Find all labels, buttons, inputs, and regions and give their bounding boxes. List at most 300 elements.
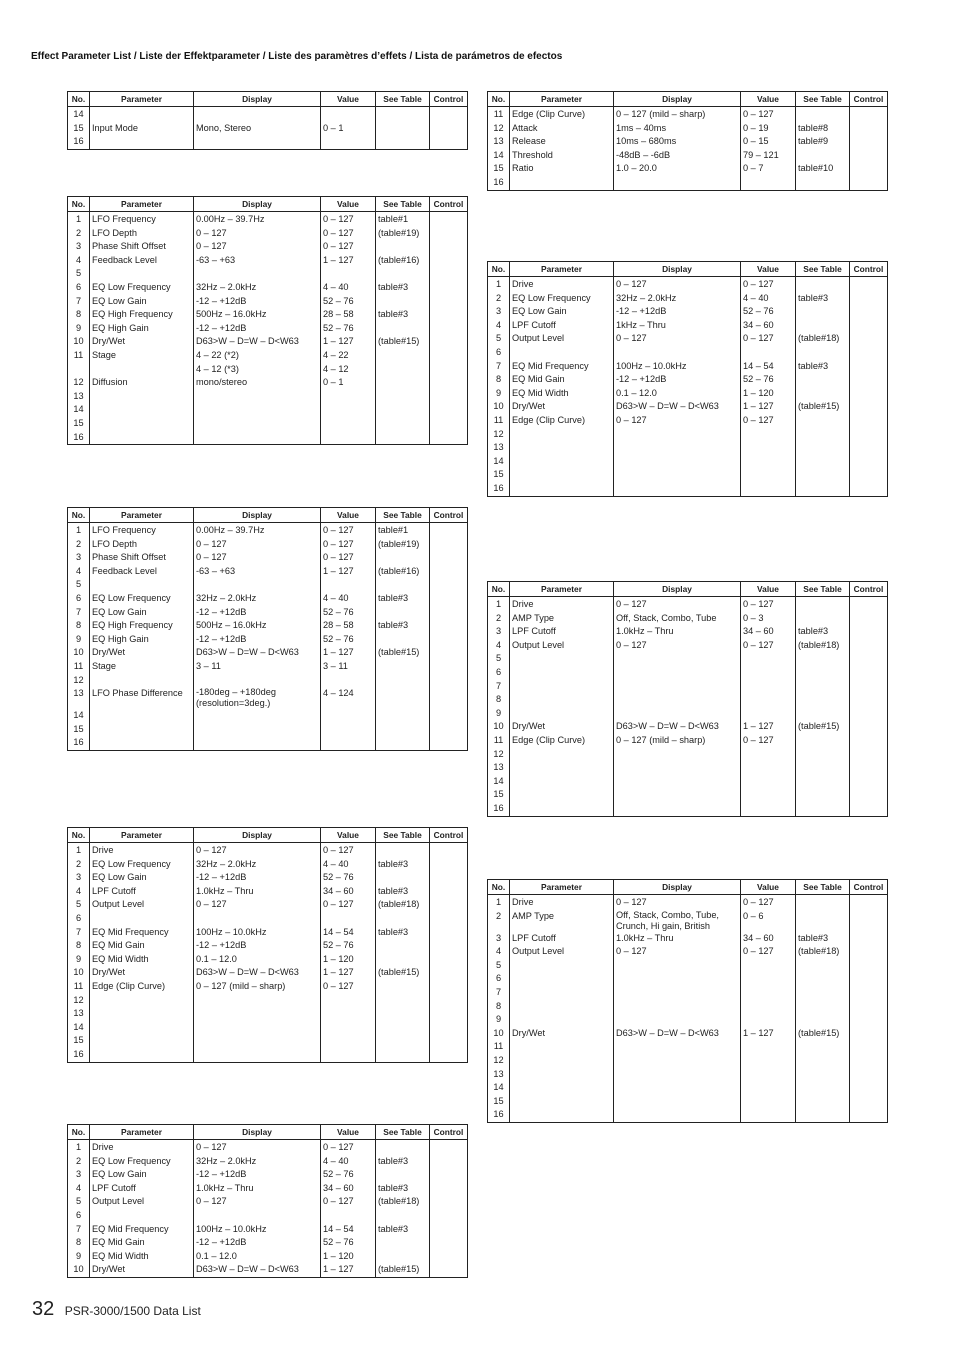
table-row [68, 871, 468, 885]
col-no-cell: 13 [488, 135, 510, 149]
header-col-see-table: See Table [796, 880, 850, 895]
header-col-see-table: See Table [796, 262, 850, 277]
col-no-cell: 16 [68, 135, 90, 149]
col-value-cell [741, 1054, 796, 1068]
col-display-cell: 0 – 127 (mild – sharp) [614, 108, 741, 122]
col-display-cell: Off, Stack, Combo, Tube, Crunch, Hi gain, British [614, 910, 741, 932]
col-value-cell: 34 – 60 [741, 319, 796, 333]
header-col-no: No. [68, 197, 90, 212]
table-row [488, 895, 888, 910]
col-display-cell: -63 – +63 [194, 254, 321, 268]
col-no-cell: 2 [68, 538, 90, 552]
col-value-cell [321, 1209, 376, 1223]
col-see-table-cell [376, 1007, 430, 1021]
col-control-cell [430, 551, 468, 565]
col-see-table-cell [376, 107, 430, 122]
col-parameter-cell: EQ Low Frequency [510, 292, 614, 306]
col-control-cell [850, 932, 888, 946]
header-col-parameter: Parameter [510, 262, 614, 277]
col-see-table-cell [796, 986, 850, 1000]
col-no-cell: 13 [68, 1007, 90, 1021]
table-row [488, 441, 888, 455]
col-see-table-cell [376, 633, 430, 647]
table-row [488, 720, 888, 734]
col-see-table-cell [796, 482, 850, 496]
col-value-cell [321, 674, 376, 688]
col-value-cell [321, 390, 376, 404]
col-display-cell: Off, Stack, Combo, Tube [614, 612, 741, 626]
col-display-cell: -12 – +12dB [194, 1236, 321, 1250]
col-no-cell: 15 [488, 1095, 510, 1109]
col-no-cell: 8 [68, 1236, 90, 1250]
table-row [68, 135, 468, 149]
col-control-cell [430, 295, 468, 309]
col-value-cell: 0 – 1 [321, 122, 376, 136]
col-parameter-cell: EQ Low Frequency [90, 281, 194, 295]
col-see-table-cell [796, 597, 850, 612]
col-value-cell [741, 775, 796, 789]
col-see-table-cell [796, 455, 850, 469]
col-see-table-cell [376, 674, 430, 688]
table-row [488, 414, 888, 428]
col-value-cell [741, 176, 796, 190]
col-parameter-cell: Release [510, 135, 614, 149]
col-parameter-cell: Phase Shift Offset [90, 551, 194, 565]
col-no-cell: 5 [68, 1195, 90, 1209]
col-display-cell [614, 176, 741, 190]
col-no-cell: 8 [68, 619, 90, 633]
col-control-cell [850, 775, 888, 789]
col-no-cell: 4 [488, 639, 510, 653]
col-parameter-cell: Edge (Clip Curve) [510, 734, 614, 748]
col-see-table-cell [376, 363, 430, 377]
col-value-cell [321, 1007, 376, 1021]
header-row [68, 1125, 468, 1140]
col-no-cell: 7 [68, 606, 90, 620]
col-display-cell: D63>W – D=W – D<W63 [194, 646, 321, 660]
header-col-display: Display [614, 880, 741, 895]
header-col-see-table: See Table [376, 92, 430, 107]
col-see-table-cell [796, 468, 850, 482]
col-see-table-cell: (table#18) [376, 1195, 430, 1209]
col-display-cell: 32Hz – 2.0kHz [194, 592, 321, 606]
table-row [68, 1209, 468, 1223]
table-row [488, 319, 888, 333]
col-no-cell: 14 [68, 107, 90, 122]
col-control-cell [850, 748, 888, 762]
col-value-cell: 0 – 127 [741, 895, 796, 910]
col-control-cell [850, 387, 888, 401]
col-display-cell: D63>W – D=W – D<W63 [194, 335, 321, 349]
table-row [68, 212, 468, 227]
header-col-parameter: Parameter [90, 508, 194, 523]
col-control-cell [430, 633, 468, 647]
col-control-cell [850, 1068, 888, 1082]
col-parameter-cell: Ratio [510, 162, 614, 176]
col-display-cell [194, 1021, 321, 1035]
col-parameter-cell: EQ Low Frequency [90, 592, 194, 606]
col-see-table-cell [796, 788, 850, 802]
table-row [68, 122, 468, 136]
col-no-cell: 13 [68, 687, 90, 709]
col-see-table-cell [796, 680, 850, 694]
col-display-cell [194, 417, 321, 431]
col-control-cell [850, 373, 888, 387]
col-see-table-cell [796, 1081, 850, 1095]
col-value-cell: 4 – 40 [321, 858, 376, 872]
col-control-cell [430, 858, 468, 872]
col-control-cell [850, 122, 888, 136]
table-row [488, 176, 888, 190]
header-col-see-table: See Table [796, 92, 850, 107]
col-value-cell: 0 – 127 [321, 898, 376, 912]
col-see-table-cell [796, 895, 850, 910]
col-see-table-cell [796, 707, 850, 721]
col-parameter-cell: Edge (Clip Curve) [510, 414, 614, 428]
col-display-cell [194, 390, 321, 404]
col-value-cell: 0 – 127 [321, 212, 376, 227]
col-value-cell [321, 417, 376, 431]
table-row [488, 1081, 888, 1095]
header-col-see-table: See Table [376, 508, 430, 523]
col-no-cell: 16 [488, 1108, 510, 1122]
col-parameter-cell [510, 666, 614, 680]
table-row [488, 693, 888, 707]
col-no-cell: 3 [488, 625, 510, 639]
col-see-table-cell: table#9 [796, 135, 850, 149]
table-row [68, 646, 468, 660]
col-display-cell [614, 788, 741, 802]
col-value-cell [741, 761, 796, 775]
col-value-cell [321, 994, 376, 1008]
col-parameter-cell: Edge (Clip Curve) [510, 108, 614, 122]
table-row [488, 707, 888, 721]
col-value-cell: 28 – 58 [321, 308, 376, 322]
col-control-cell [430, 212, 468, 227]
table-row [68, 619, 468, 633]
col-parameter-cell: Edge (Clip Curve) [90, 980, 194, 994]
col-display-cell: 0 – 127 [194, 1195, 321, 1209]
table-row [488, 135, 888, 149]
col-control-cell [430, 403, 468, 417]
col-control-cell [850, 720, 888, 734]
header-col-value: Value [741, 880, 796, 895]
col-value-cell: 1 – 120 [321, 953, 376, 967]
col-value-cell: 1 – 127 [321, 966, 376, 980]
col-control-cell [850, 468, 888, 482]
col-value-cell [321, 578, 376, 592]
col-no-cell: 5 [68, 267, 90, 281]
table-row [68, 390, 468, 404]
col-see-table-cell: table#10 [796, 162, 850, 176]
col-display-cell [614, 775, 741, 789]
col-display-cell: 1.0kHz – Thru [194, 1182, 321, 1196]
col-no-cell: 14 [488, 149, 510, 163]
col-see-table-cell [796, 1040, 850, 1054]
col-value-cell [741, 680, 796, 694]
col-display-cell: 4 – 22 (*2) [194, 349, 321, 363]
table-row [68, 660, 468, 674]
col-control-cell [430, 227, 468, 241]
col-see-table-cell: (table#15) [796, 1027, 850, 1041]
col-control-cell [430, 390, 468, 404]
col-control-cell [430, 349, 468, 363]
col-parameter-cell: Stage [90, 660, 194, 674]
col-parameter-cell: LPF Cutoff [510, 932, 614, 946]
col-no-cell: 11 [488, 1040, 510, 1054]
col-see-table-cell: (table#16) [376, 254, 430, 268]
col-no-cell: 4 [488, 945, 510, 959]
table-row [488, 305, 888, 319]
col-parameter-cell: Attack [510, 122, 614, 136]
col-value-cell [741, 748, 796, 762]
col-value-cell: 1 – 127 [741, 1027, 796, 1041]
col-no-cell: 8 [68, 308, 90, 322]
col-control-cell [850, 414, 888, 428]
table-row [68, 308, 468, 322]
table-row [488, 400, 888, 414]
header-col-control: Control [850, 582, 888, 597]
col-control-cell [430, 1223, 468, 1237]
table-row [68, 267, 468, 281]
col-no-cell [68, 363, 90, 377]
col-value-cell [741, 788, 796, 802]
col-value-cell [321, 403, 376, 417]
col-parameter-cell: EQ Low Gain [90, 1168, 194, 1182]
col-display-cell: 0 – 127 [194, 898, 321, 912]
col-value-cell: 0 – 127 [741, 597, 796, 612]
col-see-table-cell [376, 980, 430, 994]
col-value-cell: 1 – 127 [321, 646, 376, 660]
col-display-cell [194, 1034, 321, 1048]
col-see-table-cell: table#3 [376, 926, 430, 940]
col-parameter-cell [510, 455, 614, 469]
col-no-cell: 9 [68, 1250, 90, 1264]
col-parameter-cell: Drive [90, 1140, 194, 1155]
col-see-table-cell [796, 1068, 850, 1082]
col-value-cell [741, 1068, 796, 1082]
param-table-8 [487, 581, 888, 817]
col-display-cell [614, 959, 741, 973]
table-row [488, 972, 888, 986]
header-col-control: Control [850, 92, 888, 107]
col-value-cell: 0 – 127 [741, 639, 796, 653]
col-see-table-cell: (table#15) [376, 966, 430, 980]
col-no-cell: 1 [488, 597, 510, 612]
col-no-cell: 3 [68, 551, 90, 565]
col-see-table-cell [376, 135, 430, 149]
header-col-no: No. [68, 1125, 90, 1140]
col-display-cell [194, 912, 321, 926]
col-display-cell: 32Hz – 2.0kHz [194, 1155, 321, 1169]
col-display-cell: 1kHz – Thru [614, 319, 741, 333]
col-value-cell [321, 1021, 376, 1035]
col-see-table-cell [796, 761, 850, 775]
col-display-cell: 0.1 – 12.0 [614, 387, 741, 401]
col-see-table-cell: (table#15) [376, 1263, 430, 1277]
col-value-cell: 4 – 40 [321, 281, 376, 295]
col-no-cell: 16 [68, 736, 90, 750]
col-see-table-cell: table#3 [376, 308, 430, 322]
col-control-cell [850, 277, 888, 292]
col-see-table-cell: table#3 [376, 1223, 430, 1237]
col-display-cell: 32Hz – 2.0kHz [614, 292, 741, 306]
col-control-cell [850, 972, 888, 986]
col-value-cell: 0 – 127 [321, 240, 376, 254]
col-parameter-cell [510, 1068, 614, 1082]
col-see-table-cell: table#3 [376, 281, 430, 295]
col-see-table-cell [796, 748, 850, 762]
col-value-cell: 0 – 7 [741, 162, 796, 176]
col-control-cell [850, 986, 888, 1000]
col-display-cell [194, 107, 321, 122]
table-row [488, 788, 888, 802]
table-row [488, 162, 888, 176]
table-row [488, 1000, 888, 1014]
table-row [68, 1168, 468, 1182]
col-no-cell: 6 [68, 281, 90, 295]
col-parameter-cell: LPF Cutoff [90, 885, 194, 899]
col-no-cell: 13 [488, 761, 510, 775]
col-no-cell: 3 [68, 871, 90, 885]
col-parameter-cell: Drive [510, 597, 614, 612]
col-no-cell: 9 [488, 387, 510, 401]
col-no-cell: 5 [68, 578, 90, 592]
col-display-cell: 100Hz – 10.0kHz [194, 926, 321, 940]
col-value-cell: 4 – 12 [321, 363, 376, 377]
header-col-value: Value [321, 828, 376, 843]
col-display-cell [614, 680, 741, 694]
col-see-table-cell [376, 376, 430, 390]
header-col-no: No. [488, 92, 510, 107]
col-value-cell [321, 912, 376, 926]
param-table-3 [67, 507, 468, 751]
col-see-table-cell [796, 1054, 850, 1068]
col-see-table-cell [376, 1021, 430, 1035]
col-value-cell: 0 – 127 [321, 843, 376, 858]
col-display-cell [614, 1013, 741, 1027]
col-control-cell [850, 332, 888, 346]
col-no-cell: 14 [68, 709, 90, 723]
col-no-cell: 14 [488, 1081, 510, 1095]
table-row [488, 932, 888, 946]
col-see-table-cell [796, 346, 850, 360]
col-value-cell: 52 – 76 [321, 1168, 376, 1182]
col-control-cell [430, 994, 468, 1008]
table-row [488, 959, 888, 973]
col-no-cell: 5 [488, 959, 510, 973]
col-display-cell: 0 – 127 [194, 538, 321, 552]
col-control-cell [430, 135, 468, 149]
col-display-cell: 0.00Hz – 39.7Hz [194, 523, 321, 538]
param-table-1 [67, 91, 468, 150]
col-no-cell: 8 [488, 693, 510, 707]
col-display-cell [614, 1081, 741, 1095]
table-row [68, 1195, 468, 1209]
col-display-cell: D63>W – D=W – D<W63 [614, 1027, 741, 1041]
col-parameter-cell: LFO Frequency [90, 212, 194, 227]
col-parameter-cell: Diffusion [90, 376, 194, 390]
col-see-table-cell [376, 723, 430, 737]
col-see-table-cell: (table#16) [376, 565, 430, 579]
col-parameter-cell [90, 723, 194, 737]
col-parameter-cell [90, 709, 194, 723]
table-row [488, 910, 888, 932]
col-value-cell [741, 1013, 796, 1027]
col-display-cell [194, 723, 321, 737]
col-control-cell [430, 1034, 468, 1048]
table-row [488, 775, 888, 789]
col-no-cell: 7 [488, 986, 510, 1000]
col-see-table-cell [376, 843, 430, 858]
col-value-cell: 1 – 127 [741, 720, 796, 734]
col-see-table-cell [376, 240, 430, 254]
col-value-cell: 14 – 54 [321, 1223, 376, 1237]
header-col-no: No. [488, 582, 510, 597]
col-parameter-cell: EQ High Frequency [90, 308, 194, 322]
table-row [68, 709, 468, 723]
col-value-cell [741, 1040, 796, 1054]
col-parameter-cell: Stage [90, 349, 194, 363]
col-no-cell: 7 [488, 360, 510, 374]
col-control-cell [430, 660, 468, 674]
col-control-cell [430, 939, 468, 953]
col-display-cell [194, 994, 321, 1008]
col-no-cell: 12 [488, 1054, 510, 1068]
table-row [488, 986, 888, 1000]
col-display-cell: D63>W – D=W – D<W63 [194, 966, 321, 980]
col-value-cell: 0 – 3 [741, 612, 796, 626]
col-parameter-cell: Phase Shift Offset [90, 240, 194, 254]
col-no-cell: 14 [488, 455, 510, 469]
col-no-cell: 15 [68, 122, 90, 136]
col-control-cell [850, 734, 888, 748]
col-control-cell [850, 108, 888, 122]
col-no-cell: 4 [68, 1182, 90, 1196]
col-control-cell [430, 376, 468, 390]
col-no-cell: 6 [68, 1209, 90, 1223]
col-display-cell: 0 – 127 [194, 1140, 321, 1155]
table-row [488, 1027, 888, 1041]
col-parameter-cell: EQ Mid Width [90, 1250, 194, 1264]
col-display-cell [614, 346, 741, 360]
col-parameter-cell [90, 390, 194, 404]
table-row [488, 734, 888, 748]
col-display-cell: 100Hz – 10.0kHz [194, 1223, 321, 1237]
col-see-table-cell [796, 305, 850, 319]
col-no-cell: 9 [488, 1013, 510, 1027]
header-row [68, 508, 468, 523]
param-table-6 [487, 91, 888, 191]
col-display-cell [614, 468, 741, 482]
col-parameter-cell: Output Level [510, 332, 614, 346]
col-see-table-cell [376, 349, 430, 363]
col-display-cell [194, 674, 321, 688]
table-row [488, 945, 888, 959]
header-col-display: Display [194, 508, 321, 523]
table-row [488, 428, 888, 442]
col-value-cell: 0 – 127 [741, 332, 796, 346]
col-value-cell: 0 – 127 [321, 551, 376, 565]
col-no-cell: 14 [68, 403, 90, 417]
col-value-cell: 4 – 40 [321, 1155, 376, 1169]
col-control-cell [430, 363, 468, 377]
col-control-cell [430, 578, 468, 592]
col-see-table-cell: table#8 [796, 122, 850, 136]
col-see-table-cell [796, 1013, 850, 1027]
table-row [488, 680, 888, 694]
col-see-table-cell: table#3 [796, 625, 850, 639]
